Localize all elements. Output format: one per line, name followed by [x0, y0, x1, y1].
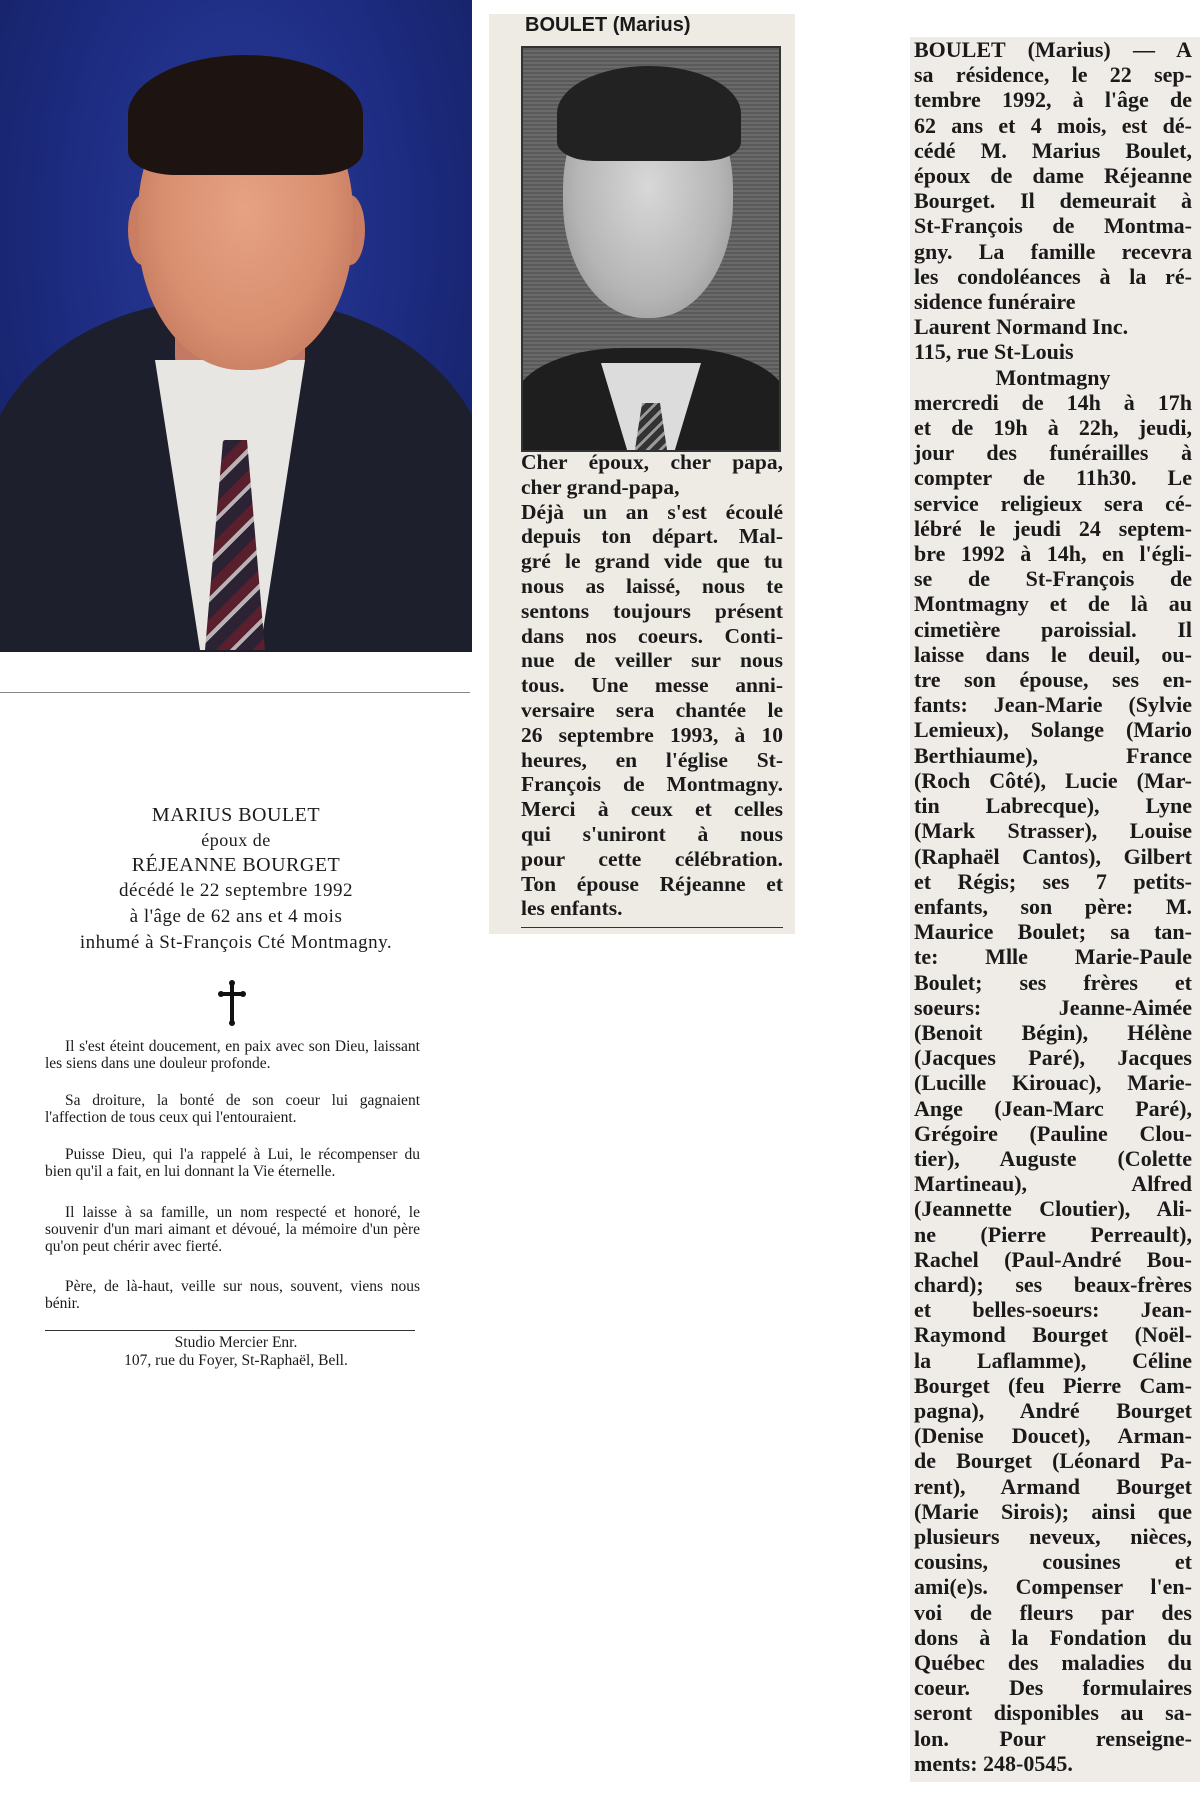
card-bottom-rule: [45, 1330, 415, 1331]
anniversary-header: BOULET (Marius): [525, 14, 691, 36]
text-line: tier), Auguste (Colette: [914, 1145, 1192, 1171]
text-line: (Jeannette Cloutier), Ali-: [914, 1196, 1192, 1222]
text-line: ami(e)s. Compenser l'en-: [914, 1574, 1192, 1600]
text-line: versaire sera chantée le: [521, 697, 783, 722]
card-top-rule: [0, 692, 470, 693]
text-line: Ange (Jean-Marc Paré),: [914, 1095, 1192, 1121]
text-line: tembre 1992, à l'âge de: [914, 87, 1192, 113]
text-line: (Mark Strasser), Louise: [914, 818, 1192, 844]
text-line: les condoléances à la ré-: [914, 263, 1192, 289]
card-burial: inhumé à St-François Cté Montmagny.: [79, 932, 393, 953]
text-line: Québec des maladies du: [914, 1650, 1192, 1675]
anniversary-text: [521, 450, 783, 921]
text-line: Montmagny: [995, 364, 1111, 390]
text-line: cédé M. Marius Boulet,: [914, 137, 1192, 163]
text-line: Cher époux, cher papa,: [521, 450, 783, 474]
text-line: lon. Pour renseigne-: [914, 1725, 1192, 1751]
text-line: époux de dame Réjeanne: [914, 163, 1192, 189]
text-line: pagna), André Bourget: [914, 1397, 1192, 1423]
text-line: sidence funéraire: [914, 289, 1076, 315]
text-line: (Benoit Bégin), Hélène: [914, 1019, 1192, 1045]
studio-address: 107, rue du Foyer, St-Raphaël, Bell.: [124, 1352, 348, 1369]
card-portrait-photo: [0, 0, 472, 652]
text-line: bre 1992 à 14h, en l'égli-: [914, 541, 1192, 567]
text-line: cimetière paroissial. Il: [914, 616, 1192, 642]
text-line: de Bourget (Léonard Pa-: [914, 1448, 1192, 1474]
text-line: (Denise Doucet), Arman-: [914, 1423, 1192, 1449]
text-line: Merci à ceux et celles: [521, 797, 783, 822]
text-line: dons à la Fondation du: [914, 1624, 1192, 1650]
text-line: Berthiaume), France: [914, 742, 1192, 768]
text-line: heures, en l'église St-: [521, 747, 783, 772]
card-paragraph-text: Puisse Dieu, qui l'a rappelé à Lui, le récompenser du bien qu'il a fait, en lui donnant la Vie éternelle.: [45, 1146, 420, 1180]
text-line: 62 ans et 4 mois, est dé-: [914, 112, 1192, 138]
anniversary-rule: [521, 927, 783, 928]
text-line: jour des funérailles à: [914, 440, 1192, 466]
text-line: les enfants.: [521, 896, 623, 921]
card-paragraph-2: [45, 1092, 420, 1126]
text-line: compter de 11h30. Le: [914, 465, 1192, 491]
text-line: se de St-François de: [914, 566, 1192, 592]
text-line: depuis ton départ. Mal-: [521, 524, 783, 549]
text-line: plusieurs neveux, nièces,: [914, 1523, 1192, 1549]
text-line: ments: 248-0545.: [914, 1750, 1073, 1776]
text-line: Déjà un an s'est écoulé: [521, 499, 783, 524]
text-line: tous. Une messe anni-: [521, 673, 783, 698]
text-line: Lemieux), Solange (Mario: [914, 717, 1192, 743]
text-line: te: Mlle Marie-Paule: [914, 944, 1192, 970]
bw-hair: [557, 66, 741, 161]
text-line: Grégoire (Pauline Clou-: [914, 1120, 1192, 1146]
text-line: et de 19h à 22h, jeudi,: [914, 415, 1192, 441]
text-line: gré le grand vide que tu: [521, 549, 783, 574]
card-paragraph-text: Il s'est éteint doucement, en paix avec son Dieu, laissant les siens dans une douleur profonde.: [45, 1038, 420, 1072]
card-name: MARIUS BOULET: [151, 804, 321, 826]
anniversary-clipping: [489, 14, 795, 934]
text-line: (Lucille Kirouac), Marie-: [914, 1070, 1192, 1096]
text-line: et belles-soeurs: Jean-: [914, 1297, 1192, 1323]
text-line: enfants, son père: M.: [914, 893, 1192, 919]
text-line: lébré le jeudi 24 septem-: [914, 515, 1192, 541]
text-line: (Roch Côté), Lucie (Mar-: [914, 767, 1192, 793]
text-line: voi de fleurs par des: [914, 1599, 1192, 1625]
text-line: François de Montmagny.: [521, 772, 783, 797]
text-line: qui s'uniront à nous: [521, 821, 783, 846]
text-line: service religieux sera cé-: [914, 490, 1192, 516]
card-paragraph-text: Père, de là-haut, veille sur nous, souvent, viens nous bénir.: [45, 1278, 420, 1312]
text-line: sentons toujours présent: [521, 598, 783, 623]
text-line: et Régis; ses 7 petits-: [914, 868, 1192, 894]
text-line: soeurs: Jeanne-Aimée: [914, 994, 1192, 1020]
text-line: Raymond Bourget (Noël-: [914, 1322, 1192, 1348]
text-line: mercredi de 14h à 17h: [914, 389, 1192, 415]
text-line: Rachel (Paul-André Bou-: [914, 1246, 1192, 1272]
text-line: Montmagny et de là au: [914, 591, 1192, 617]
text-line: 115, rue St-Louis: [914, 339, 1074, 365]
text-line: cousins, cousines et: [914, 1549, 1192, 1575]
text-line: St-François de Montma-: [914, 213, 1192, 239]
text-line: seront disponibles au sa-: [914, 1700, 1192, 1726]
text-line: rent), Armand Bourget: [914, 1473, 1192, 1499]
text-line: Bourget (feu Pierre Cam-: [914, 1372, 1192, 1398]
text-line: laisse dans le deuil, ou-: [914, 641, 1192, 667]
text-line: dans nos coeurs. Conti-: [521, 623, 783, 648]
text-line: (Marie Sirois); ainsi que: [914, 1498, 1192, 1524]
text-line: (Jacques Paré), Jacques: [914, 1045, 1192, 1071]
card-age: à l'âge de 62 ans et 4 mois: [129, 906, 343, 927]
text-line: Laurent Normand Inc.: [914, 314, 1129, 340]
text-line: Ton épouse Réjeanne et: [521, 871, 783, 896]
memorial-card-text: [0, 692, 472, 1392]
text-line: pour cette célébration.: [521, 846, 783, 871]
text-line: sa résidence, le 22 sep-: [914, 62, 1192, 88]
text-line: fants: Jean-Marie (Sylvie: [914, 692, 1192, 718]
anniversary-photo: [521, 46, 781, 452]
card-paragraph-1: [45, 1038, 420, 1072]
text-line: Boulet; ses frères et: [914, 969, 1192, 995]
obituary-clipping: [910, 37, 1200, 1782]
text-line: cher grand-papa,: [521, 474, 680, 499]
text-line: tre son épouse, ses en-: [914, 667, 1192, 693]
obituary-text: [914, 37, 1192, 1776]
card-paragraph-5: [45, 1278, 420, 1312]
text-line: la Laflamme), Céline: [914, 1347, 1192, 1373]
card-paragraph-text: Sa droiture, la bonté de son coeur lui gagnaient l'affection de tous ceux qui l'entouraient.: [45, 1092, 420, 1126]
card-paragraph-4: [45, 1204, 420, 1255]
text-line: BOULET (Marius) — A: [914, 37, 1192, 62]
text-line: gny. La famille recevra: [914, 238, 1192, 264]
card-paragraph-3: [45, 1146, 420, 1180]
photo-hair: [128, 55, 363, 175]
text-line: ne (Pierre Perreault),: [914, 1221, 1192, 1247]
text-line: Bourget. Il demeurait à: [914, 188, 1192, 214]
text-line: coeur. Des formulaires: [914, 1675, 1192, 1701]
card-spouse-prefix: époux de: [201, 830, 271, 850]
text-line: (Raphaël Cantos), Gilbert: [914, 843, 1192, 869]
text-line: 26 septembre 1993, à 10: [521, 722, 783, 747]
cross-icon: [218, 980, 246, 1026]
card-spouse: RÉJEANNE BOURGET: [131, 854, 341, 876]
text-line: tin Labrecque), Lyne: [914, 793, 1192, 819]
text-line: Martineau), Alfred: [914, 1171, 1192, 1197]
card-paragraph-text: Il laisse à sa famille, un nom respecté et honoré, le souvenir d'un mari aimant et dévoué, la mémoire d'un père qu'on peut chérir avec fierté.: [45, 1204, 420, 1255]
studio-name: Studio Mercier Enr.: [174, 1334, 298, 1351]
text-line: nous as laissé, nous te: [521, 573, 783, 598]
text-line: chard); ses beaux-frères: [914, 1271, 1192, 1297]
text-line: Maurice Boulet; sa tan-: [914, 919, 1192, 945]
text-line: nue de veiller sur nous: [521, 648, 783, 673]
card-death-date: décédé le 22 septembre 1992: [118, 880, 354, 901]
